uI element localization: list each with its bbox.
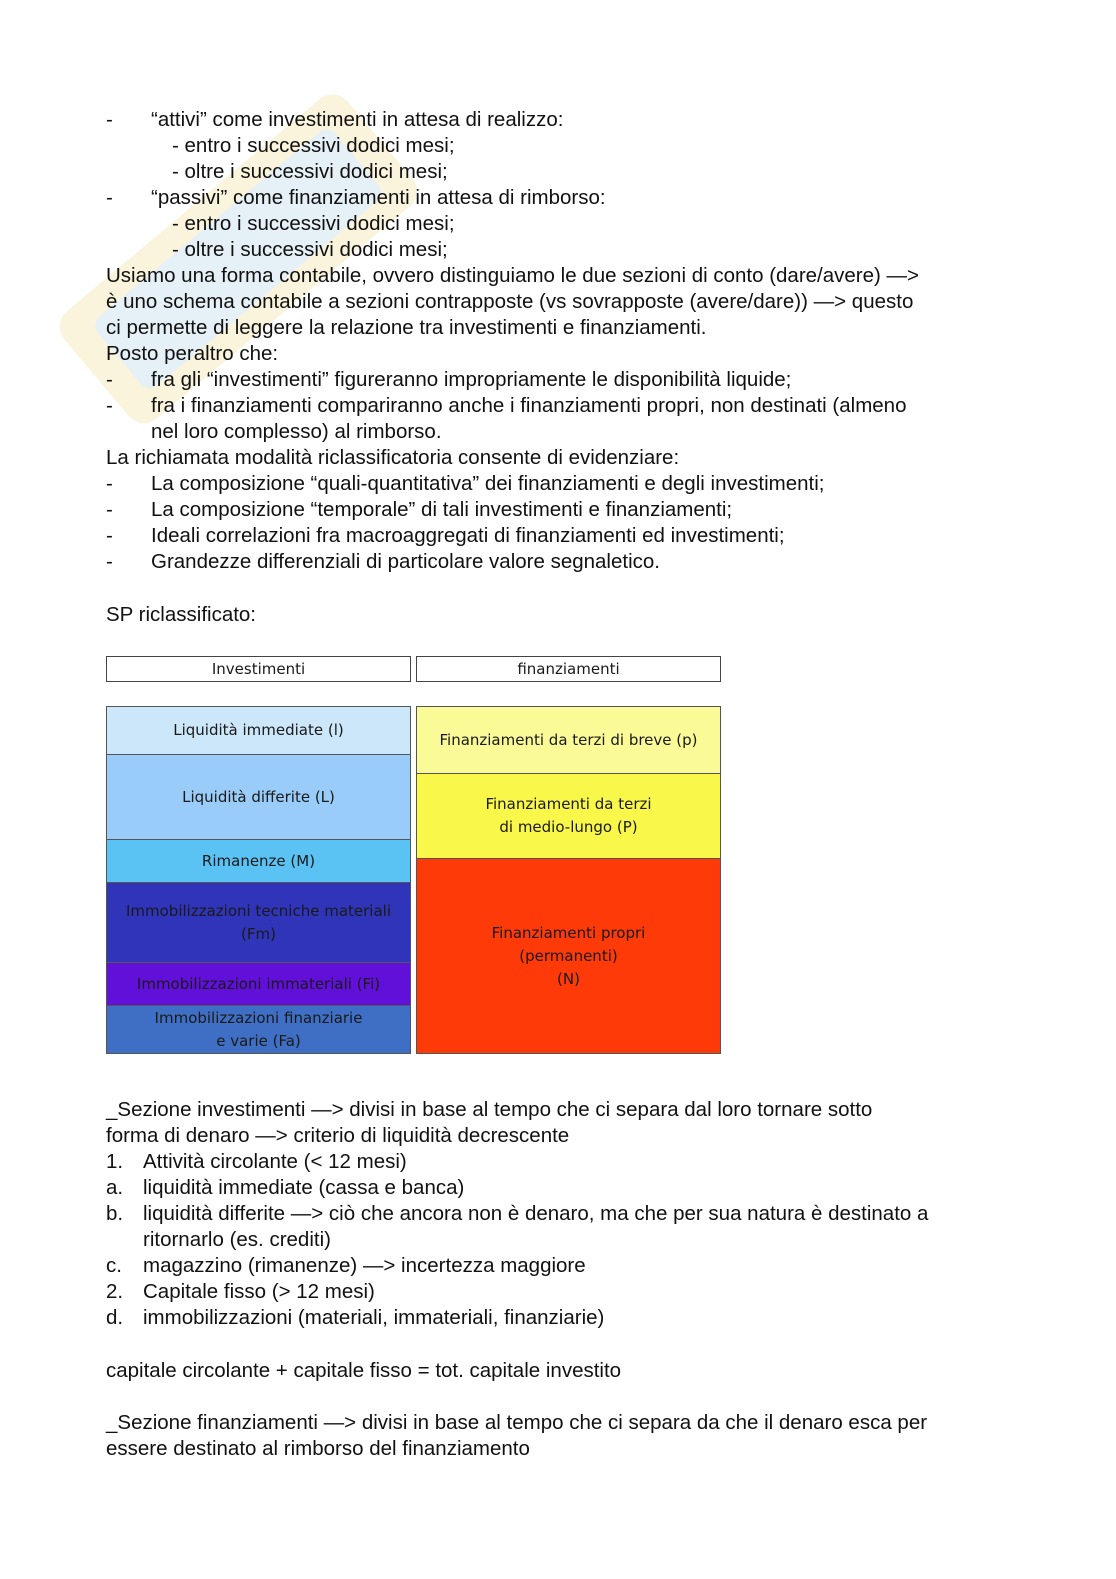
inv-item-c: magazzino (rimanenze) —> incertezza maggiore [143,1254,586,1277]
sez-fin-intro-1: _Sezione finanziamenti —> divisi in base al tempo che ci separa da che il denaro esca per [106,1411,928,1434]
passivi-sub-2: - oltre i successivi dodici mesi; [172,238,448,261]
modalita-dash-4: - [106,550,113,573]
inv-num-c: c. [106,1254,122,1277]
inv-num-a: a. [106,1176,124,1199]
posto-dash-2: - [106,394,113,417]
inv-item-a: liquidità immediate (cassa e banca) [143,1176,465,1199]
inv-num-2: 2. [106,1280,124,1303]
header-investimenti: Investimenti [106,656,411,682]
modalita-item-3: Ideali correlazioni fra macroaggregati di finanziamenti ed investimenti; [151,524,785,547]
modalita-dash-3: - [106,524,113,547]
posto-heading: Posto peraltro che: [106,342,279,365]
block-liquidita-immediate: Liquidità immediate (l) [106,706,411,755]
block-rimanenze: Rimanenze (M) [106,839,411,883]
block-immobilizzazioni-materiali: Immobilizzazioni tecniche materiali (Fm) [106,882,411,963]
modalita-dash-1: - [106,472,113,495]
bullet-passivi: - [106,186,113,209]
passivi-sub-1: - entro i successivi dodici mesi; [172,212,455,235]
sez-inv-intro-1: _Sezione investimenti —> divisi in base al tempo che ci separa dal loro tornare sotto [106,1098,873,1121]
posto-item-1: fra gli “investimenti” figureranno impropriamente le disponibilità liquide; [151,368,792,391]
sez-fin-intro-2: essere destinato al rimborso del finanziamento [106,1437,530,1460]
header-finanziamenti: finanziamenti [416,656,721,682]
modalita-dash-2: - [106,498,113,521]
para1-line-2: è uno schema contabile a sezioni contrapposte (vs sovrapposte (avere/dare)) —> questo [106,290,914,313]
modalita-item-4: Grandezze differenziali di particolare valore segnaletico. [151,550,660,573]
posto-dash-1: - [106,368,113,391]
block-immobilizzazioni-finanziarie: Immobilizzazioni finanziarie e varie (Fa) [106,1005,411,1054]
inv-num-b: b. [106,1202,124,1225]
block-finanziamenti-propri: Finanziamenti propri (permanenti) (N) [416,858,721,1054]
inv-item-d: immobilizzazioni (materiali, immateriali, finanziarie) [143,1306,605,1329]
inv-item-1: Attività circolante (< 12 mesi) [143,1150,407,1173]
block-liquidita-differite: Liquidità differite (L) [106,754,411,840]
posto-item-2-line-2: nel loro complesso) al rimborso. [151,420,442,443]
passivi-text: “passivi” come finanziamenti in attesa di rimborso: [151,186,606,209]
posto-item-2-line-1: fra i finanziamenti compariranno anche i finanziamenti propri, non destinati (almeno [151,394,907,417]
block-finanziamenti-breve: Finanziamenti da terzi di breve (p) [416,706,721,774]
block-immobilizzazioni-immateriali: Immobilizzazioni immateriali (Fi) [106,962,411,1006]
attivi-sub-2: - oltre i successivi dodici mesi; [172,160,448,183]
inv-num-1: 1. [106,1150,124,1173]
block-finanziamenti-medio-lungo: Finanziamenti da terzi di medio-lungo (P) [416,773,721,859]
modalita-heading: La richiamata modalità riclassificatoria consente di evidenziare: [106,446,680,469]
inv-num-d: d. [106,1306,124,1329]
para1-line-3: ci permette di leggere la relazione tra investimenti e finanziamenti. [106,316,707,339]
formula-capitale: capitale circolante + capitale fisso = tot. capitale investito [106,1359,622,1382]
modalita-item-1: La composizione “quali-quantitativa” dei finanziamenti e degli investimenti; [151,472,825,495]
sp-title: SP riclassificato: [106,603,257,626]
modalita-item-2: La composizione “temporale” di tali investimenti e finanziamenti; [151,498,733,521]
attivi-text: “attivi” come investimenti in attesa di realizzo: [151,108,564,131]
sez-inv-intro-2: forma di denaro —> criterio di liquidità decrescente [106,1124,570,1147]
inv-item-b-line-2: ritornarlo (es. crediti) [143,1228,331,1251]
attivi-sub-1: - entro i successivi dodici mesi; [172,134,455,157]
inv-item-b-line-1: liquidità differite —> ciò che ancora non è denaro, ma che per sua natura è destinato a [143,1202,929,1225]
para1-line-1: Usiamo una forma contabile, ovvero distinguiamo le due sezioni di conto (dare/avere) —> [106,264,920,287]
inv-item-2: Capitale fisso (> 12 mesi) [143,1280,375,1303]
